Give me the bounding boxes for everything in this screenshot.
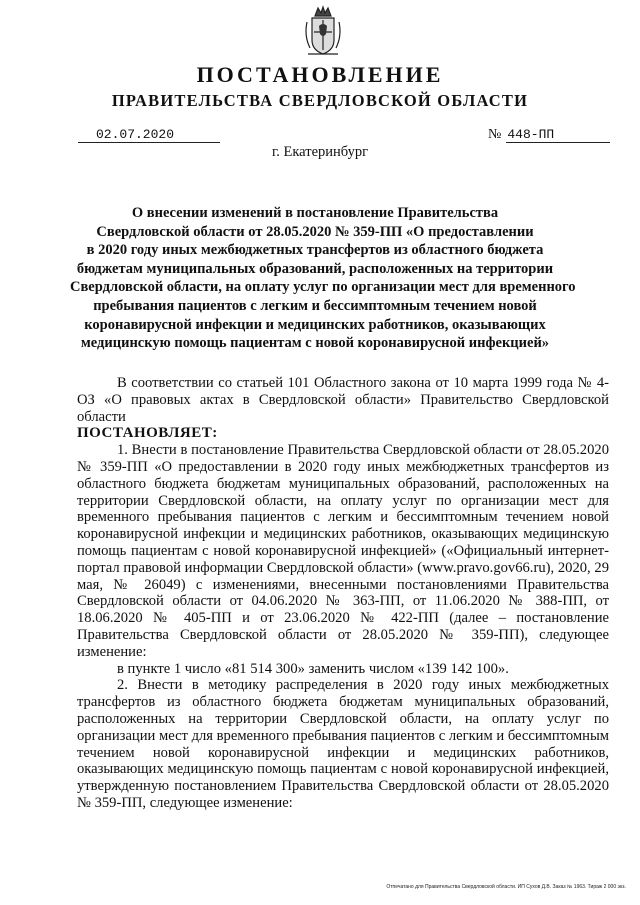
heading-line: Свердловской области, на оплату услуг по организации мест для временного — [70, 279, 576, 296]
item-1-subparagraph: в пункте 1 число «81 514 300» заменить числом «139 142 100». — [117, 660, 509, 677]
date-underline — [78, 142, 220, 143]
city: г. Екатеринбург — [271, 144, 369, 160]
heading-line: О внесении изменений в постановление Правительства — [131, 205, 499, 221]
document-body — [77, 375, 609, 812]
decree-word: ПОСТАНОВЛЯЕТ: — [77, 425, 218, 442]
coat-of-arms-icon — [302, 4, 344, 60]
heading-line: бюджетам муниципальных образований, расположенных на территории — [76, 260, 554, 277]
document-date: 02.07.2020 — [96, 127, 175, 142]
heading-line: в 2020 году иных межбюджетных трансфертов из областного бюджета — [86, 242, 544, 259]
item-2-paragraph: 2. Внести в методику распределения в 2020 году иных межбюджетных трансфертов из областного бюджета бюджетам муниципальных образований, расположенных на территории Свердловской области, на оплату услуг по организации мест для временного пребывания пациентов с легким и бессимптомным течением новой коронавирусной инфекции и медицинских работников, оказывающих медицинскую помощь пациентам с новой коронавирусной инфекцией, утвержденную постановлением Правительства Свердловской области от 28.05.2020 № 359-ПП, следующее изменение: — [77, 677, 609, 811]
number-underline — [506, 142, 610, 143]
document-number: 448-ПП — [507, 127, 555, 142]
heading-line: медицинскую помощь пациентам с новой коронавирусной инфекцией» — [80, 335, 550, 352]
document-title: ПОСТАНОВЛЕНИЕ — [196, 62, 444, 87]
date-field — [78, 127, 220, 142]
item-1-paragraph: 1. Внести в постановление Правительства Свердловской области от 28.05.2020 № 359-ПП «О предоставлении в 2020 году иных межбюджетных трансфертов из областного бюджета бюджетам муниципальных образований, расположенных на территории Свердловской области, на оплату услуг по организации мест для временного пребывания пациентов с легким и бессимптомным течением новой коронавирусной инфекции и медицинских работников, оказывающих медицинскую помощь пациентам с новой коронавирусной инфекцией» («Официальный интернет-портал правовой информации Свердловской области» (www.pravo.gov66.ru), 2020, 29 мая, № 26049) с изменениями, внесенными постановлениями Правительства Свердловской области от 04.06.2020 № 363-ПП, от 11.06.2020 № 388-ПП, от 18.06.2020 № 405-ПП и от 23.06.2020 № 422-ПП (далее – постановление Правительства Свердловской области от 28.05.2020 № 359-ПП), следующее изменение: — [77, 442, 609, 660]
document-heading — [70, 204, 576, 353]
document-issuer: ПРАВИТЕЛЬСТВА СВЕРДЛОВСКОЙ ОБЛАСТИ — [111, 91, 529, 110]
preamble-paragraph: В соответствии со статьей 101 Областного закона от 10 марта 1999 года № 4-ОЗ «О правовых актах в Свердловской области» Правительство Свердловской области — [77, 375, 609, 425]
print-footer: Отпечатано для Правительства Свердловской области. ИП Сухов Д.В. Заказ № 1963. Тираж 2 000 экз. — [386, 884, 626, 890]
number-sign: № — [488, 127, 502, 142]
number-field — [488, 127, 554, 143]
heading-line: коронавирусной инфекции и медицинских работников, оказывающих — [84, 316, 546, 333]
heading-line: пребывания пациентов с легким и бессимптомным течением новой — [93, 297, 537, 314]
heading-line: Свердловской области от 28.05.2020 № 359-ПП «О предоставлении — [96, 223, 534, 240]
